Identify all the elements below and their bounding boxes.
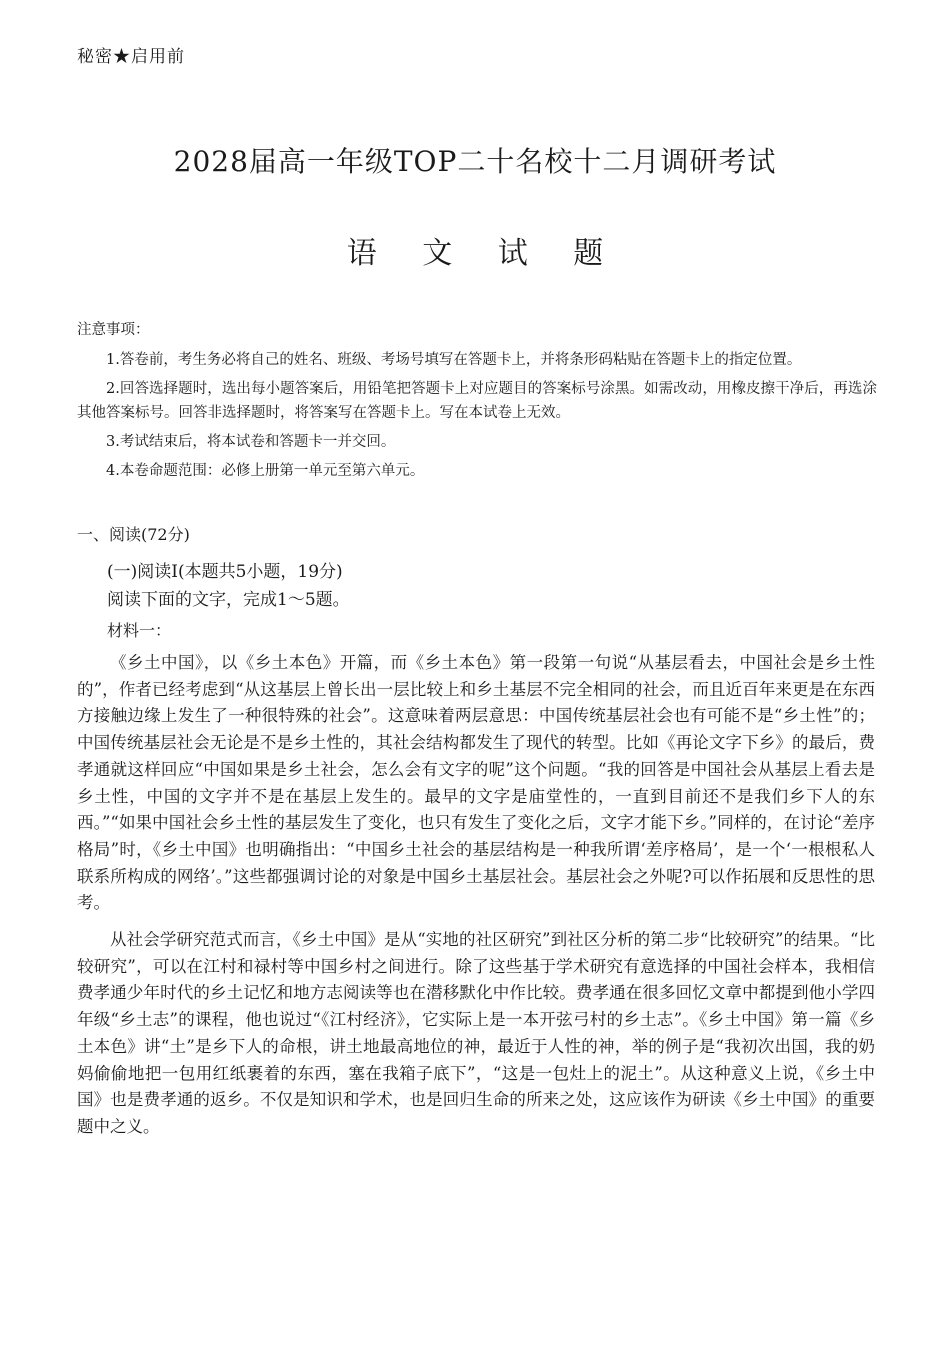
secret-label: 秘密★启用前 — [77, 47, 185, 67]
section-instruction: 阅读下面的文字，完成1～5题。 — [107, 590, 350, 610]
passage-body — [77, 650, 875, 1151]
notice-block — [77, 318, 877, 488]
passage-paragraph: 从社会学研究范式而言，《乡土中国》是从“实地的社区研究”到社区分析的第二步“比较研究”的结果。“比较研究”，可以在江村和禄村等中国乡村之间进行。除了这些基于学术研究有意选择的中国社会样本，我相信费孝通少年时代的乡土记忆和地方志阅读等也在潜移默化中作比较。费孝通在很多回忆文章中都提到他小学四年级“乡土志”的课程，他也说过“《江村经济》，它实际上是一本开弦弓村的乡土志”。《乡土中国》第一篇《乡土本色》讲“土”是乡下人的命根，讲土地最高地位的神，最近于人性的神，举的例子是“我初次出国，我的奶妈偷偷地把一包用红纸裹着的东西，塞在我箱子底下”，“这是一包灶上的泥土”。从这种意义上说，《乡土中国》也是费孝通的返乡。不仅是知识和学术，也是回归生命的所来之处，这应该作为研读《乡土中国》的重要题中之义。 — [77, 930, 875, 1136]
section-heading: 一、阅读(72分) — [77, 525, 190, 544]
notice-item: 2.回答选择题时，选出每小题答案后，用铅笔把答题卡上对应题目的答案标号涂黑。如需改动，用橡皮擦干净后，再选涂其他答案标号。回答非选择题时，将答案写在答题卡上。写在本试卷上无效。 — [77, 381, 877, 421]
notice-item: 4.本卷命题范围：必修上册第一单元至第六单元。 — [106, 463, 425, 479]
subject-title: 语 文 试 题 — [346, 236, 622, 271]
material-label: 材料一： — [107, 621, 172, 640]
notice-heading: 注意事项： — [77, 322, 150, 338]
notice-item: 3.考试结束后，将本试卷和答题卡一并交回。 — [106, 434, 396, 450]
section-subheading: (一)阅读I(本题共5小题，19分) — [107, 562, 343, 582]
exam-title: 2028届高一年级TOP二十名校十二月调研考试 — [173, 145, 777, 178]
passage-paragraph: 《乡土中国》，以《乡土本色》开篇，而《乡土本色》第一段第一句说“从基层看去，中国社会是乡土性的”，作者已经考虑到“从这基层上曾长出一层比较上和乡土基层不完全相同的社会，而且近百年来更是在东西方接触边缘上发生了一种很特殊的社会”。这意味着两层意思：中国传统基层社会也有可能不是“乡土性”的；中国传统基层社会无论是不是乡土性的，其社会结构都发生了现代的转型。比如《再论文字下乡》的最后，费孝通就这样回应“中国如果是乡土社会，怎么会有文字的呢”这个问题。“我的回答是中国社会从基层上看去是乡土性，中国的文字并不是在基层上发生的。最早的文字是庙堂性的，一直到目前还不是我们乡下人的东西。”“如果中国社会乡土性的基层发生了变化，也只有发生了变化之后，文字才能下乡。”同样的，在讨论“差序格局”时，《乡土中国》也明确指出：“中国乡土社会的基层结构是一种我所谓‘差序格局’，是一个‘一根根私人联系所构成的网络’。”这些都强调讨论的对象是中国乡土基层社会。基层社会之外呢?可以作拓展和反思性的思考。 — [77, 653, 875, 913]
notice-item: 1.答卷前，考生务必将自己的姓名、班级、考场号填写在答题卡上，并将条形码粘贴在答题卡上的指定位置。 — [106, 352, 802, 368]
